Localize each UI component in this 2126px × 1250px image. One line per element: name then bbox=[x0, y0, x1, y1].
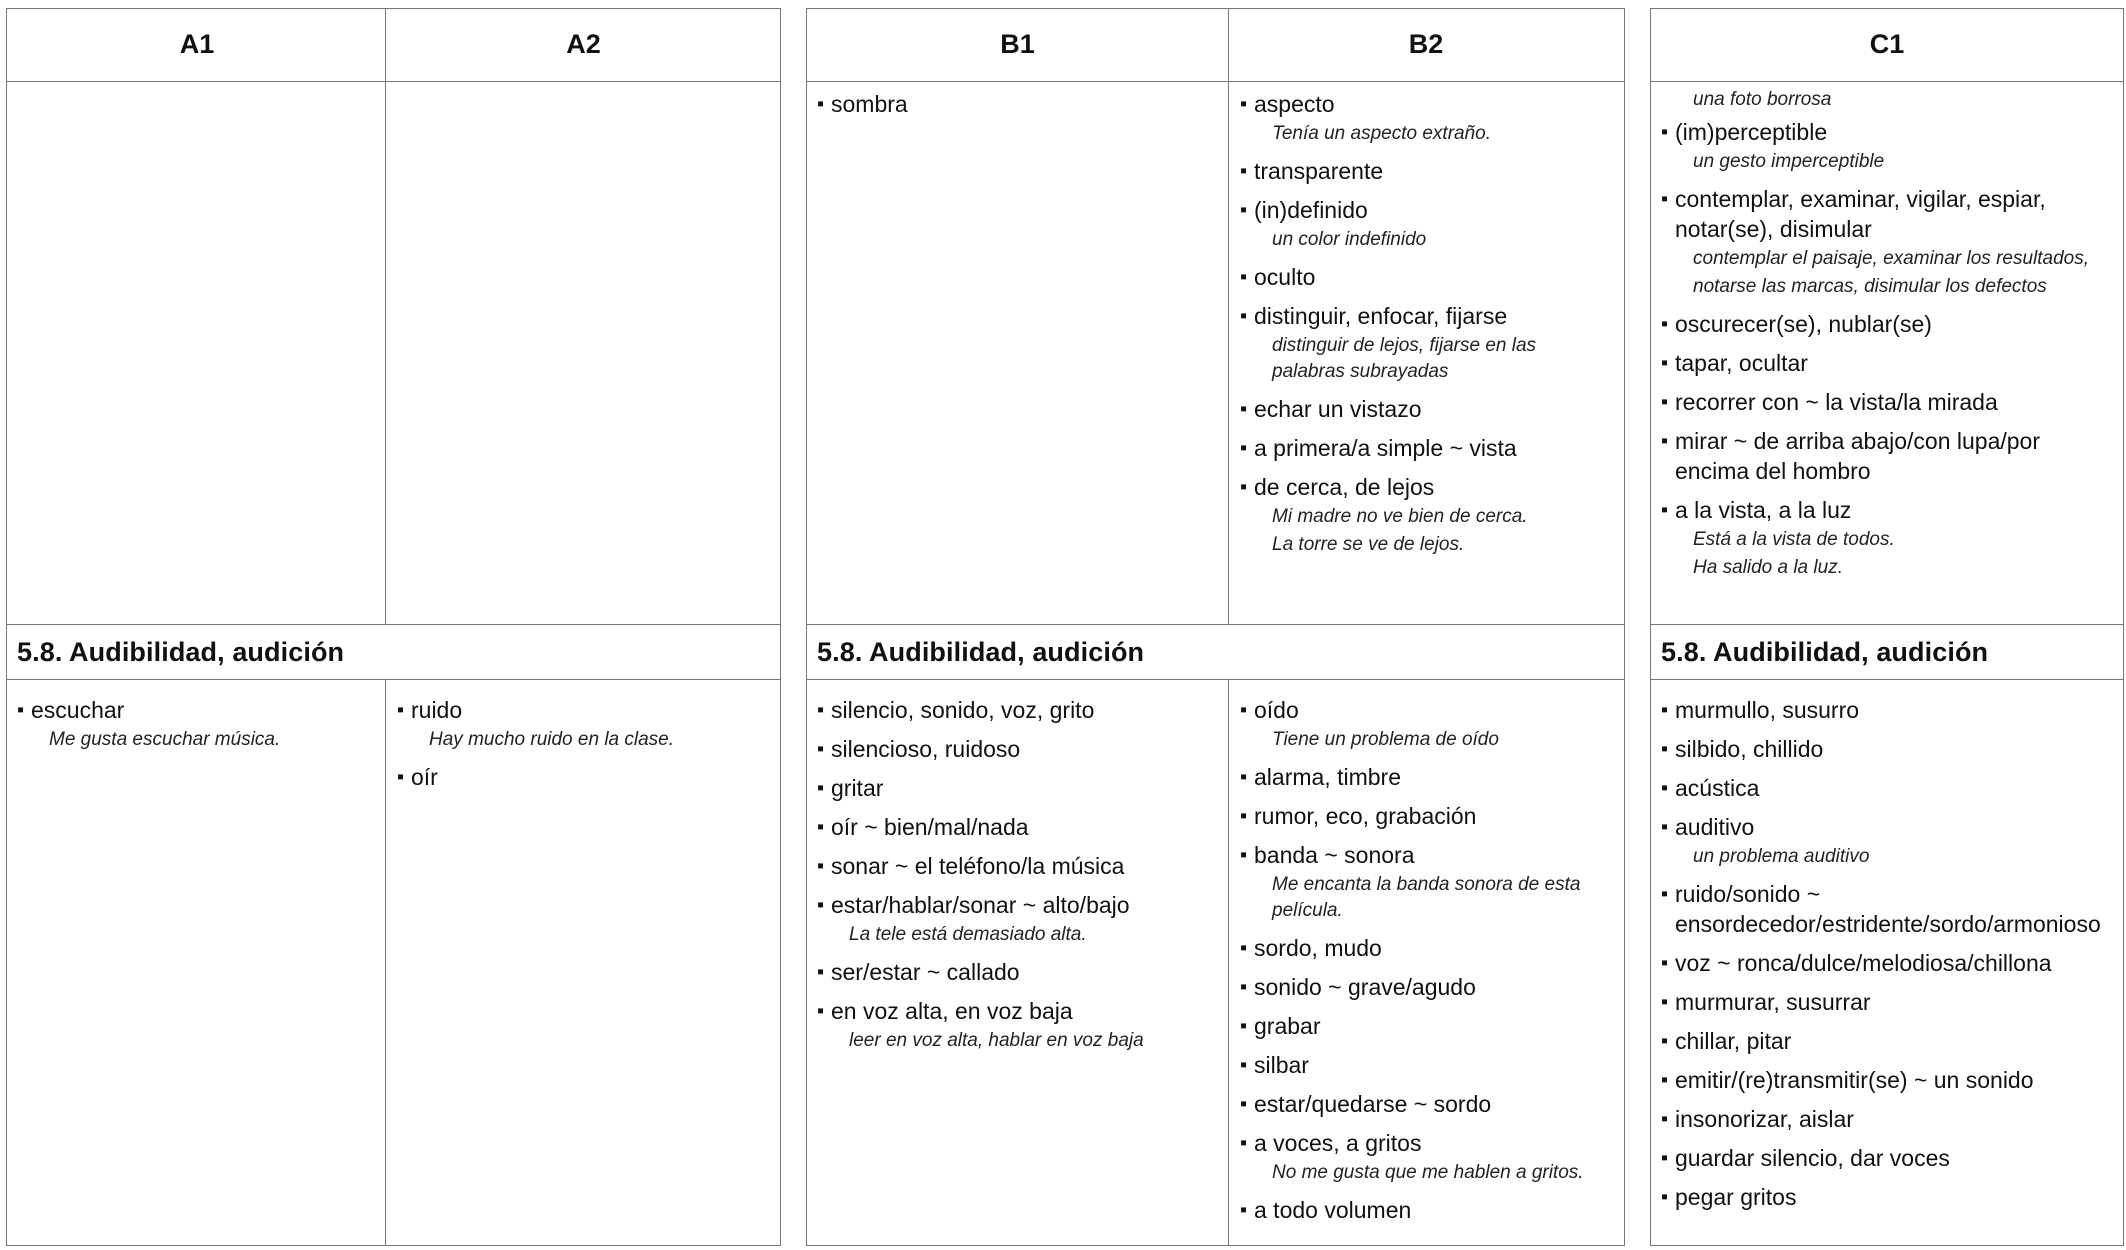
term-text: ▪ transparente bbox=[1254, 158, 1384, 184]
term-text: ▪ oído bbox=[1254, 697, 1299, 723]
panel-b bbox=[806, 8, 1625, 1246]
term-text: ▪ recorrer con ~ la vista/la mirada bbox=[1675, 389, 1998, 415]
term-text: ▪ sordo, mudo bbox=[1254, 935, 1382, 961]
list-item bbox=[817, 996, 1218, 1054]
term-text: ▪ oscurecer(se), nublar(se) bbox=[1675, 311, 1932, 337]
example-text: Tiene un problema de oído bbox=[1272, 729, 1499, 750]
list-item bbox=[1240, 1089, 1614, 1119]
divider bbox=[1651, 81, 2123, 82]
list-item bbox=[817, 734, 1218, 764]
example-text: distinguir de lejos, fijarse en las palabras subrayadas bbox=[1272, 335, 1537, 382]
divider bbox=[1228, 9, 1229, 624]
example-text: Tenía un aspecto extraño. bbox=[1272, 123, 1492, 144]
column-header-b2: B2 bbox=[1408, 28, 1444, 59]
divider bbox=[7, 81, 780, 82]
term-text: ▪ de cerca, de lejos bbox=[1254, 474, 1435, 500]
panel-a bbox=[6, 8, 781, 1246]
term-text: ▪ rumor, eco, grabación bbox=[1254, 803, 1477, 829]
list-item bbox=[1661, 387, 2113, 417]
term-text: ▪ gritar bbox=[831, 775, 884, 801]
cell-c1-top bbox=[1651, 83, 2123, 623]
list-item bbox=[1661, 348, 2113, 378]
divider bbox=[7, 679, 780, 680]
example-text: Hay mucho ruido en la clase. bbox=[429, 729, 675, 750]
panel-c bbox=[1650, 8, 2124, 1246]
term-text: ▪ oír bbox=[411, 764, 438, 790]
list-item bbox=[1240, 262, 1614, 292]
list-item bbox=[817, 957, 1218, 987]
list-item bbox=[1240, 695, 1614, 753]
term-text: ▪ banda ~ sonora bbox=[1254, 842, 1415, 868]
column-header-b1: B1 bbox=[1000, 28, 1035, 59]
column-header-a1: A1 bbox=[179, 28, 215, 59]
list-item bbox=[1661, 879, 2113, 939]
section-title-a: 5.8. Audibilidad, audición bbox=[17, 637, 345, 667]
list-item bbox=[1240, 1195, 1614, 1225]
example-text: Está a la vista de todos. bbox=[1693, 529, 1895, 550]
list-item bbox=[817, 812, 1218, 842]
term-text: ▪ (in)definido bbox=[1254, 197, 1368, 223]
section-title-b: 5.8. Audibilidad, audición bbox=[817, 637, 1145, 667]
list-item bbox=[1661, 426, 2113, 486]
example-text: un color indefinido bbox=[1272, 229, 1427, 250]
cell-b1-bottom bbox=[807, 689, 1228, 1239]
list-item bbox=[817, 851, 1218, 881]
list-item bbox=[1661, 1065, 2113, 1095]
list-item bbox=[1240, 762, 1614, 792]
list-item bbox=[1240, 1011, 1614, 1041]
list-item bbox=[1661, 773, 2113, 803]
list-item bbox=[397, 762, 770, 792]
term-text: ▪ alarma, timbre bbox=[1254, 764, 1401, 790]
list-item bbox=[1240, 433, 1614, 463]
term-text: ▪ estar/quedarse ~ sordo bbox=[1254, 1091, 1492, 1117]
list-item bbox=[1661, 1143, 2113, 1173]
list-item bbox=[1240, 933, 1614, 963]
term-text: ▪ ruido bbox=[411, 697, 463, 723]
term-text: ▪ (im)perceptible bbox=[1675, 119, 1828, 145]
list-item bbox=[1661, 309, 2113, 339]
term-text: ▪ sonido ~ grave/agudo bbox=[1254, 974, 1476, 1000]
term-list bbox=[1661, 117, 2113, 581]
list-item bbox=[1661, 1026, 2113, 1056]
divider bbox=[1228, 679, 1229, 1245]
example-text: La torre se ve de lejos. bbox=[1272, 534, 1465, 555]
example-text: Mi madre no ve bien de cerca. bbox=[1272, 506, 1528, 527]
list-item bbox=[1240, 156, 1614, 186]
section-title-c: 5.8. Audibilidad, audición bbox=[1661, 637, 1989, 667]
example-text: Ha salido a la luz. bbox=[1693, 557, 1843, 578]
divider bbox=[807, 81, 1624, 82]
column-header-c1: C1 bbox=[1869, 28, 1905, 59]
example-text: un gesto imperceptible bbox=[1693, 151, 1885, 172]
term-text: ▪ voz ~ ronca/dulce/melodiosa/chillona bbox=[1675, 950, 2052, 976]
term-text: ▪ ser/estar ~ callado bbox=[831, 959, 1020, 985]
cell-b1-top bbox=[807, 83, 1228, 623]
term-text: ▪ estar/hablar/sonar ~ alto/bajo bbox=[831, 892, 1130, 918]
term-text: ▪ guardar silencio, dar voces bbox=[1675, 1145, 1950, 1171]
term-text: ▪ ruido/sonido ~ ensordecedor/estridente/sordo/armonioso bbox=[1675, 881, 2101, 937]
example-text: Me encanta la banda sonora de esta película. bbox=[1272, 874, 1581, 921]
list-item bbox=[1240, 972, 1614, 1002]
term-text: ▪ silencio, sonido, voz, grito bbox=[831, 697, 1095, 723]
term-text: ▪ oír ~ bien/mal/nada bbox=[831, 814, 1029, 840]
term-text: ▪ a voces, a gritos bbox=[1254, 1130, 1422, 1156]
term-text: ▪ sombra bbox=[831, 91, 908, 117]
cell-b2-top bbox=[1230, 83, 1624, 623]
term-text: ▪ tapar, ocultar bbox=[1675, 350, 1808, 376]
term-text: ▪ grabar bbox=[1254, 1013, 1321, 1039]
term-text: ▪ en voz alta, en voz baja bbox=[831, 998, 1073, 1024]
term-text: ▪ aspecto bbox=[1254, 91, 1335, 117]
list-item bbox=[817, 89, 1218, 119]
term-text: ▪ oculto bbox=[1254, 264, 1316, 290]
list-item bbox=[817, 773, 1218, 803]
term-text: ▪ murmullo, susurro bbox=[1675, 697, 1860, 723]
term-text: ▪ emitir/(re)transmitir(se) ~ un sonido bbox=[1675, 1067, 2034, 1093]
list-item bbox=[1240, 472, 1614, 558]
list-item bbox=[1240, 195, 1614, 253]
list-item bbox=[1661, 495, 2113, 581]
term-text: ▪ silencioso, ruidoso bbox=[831, 736, 1021, 762]
term-text: ▪ contemplar, examinar, vigilar, espiar, notar(se), disimular bbox=[1675, 186, 2046, 242]
list-item bbox=[1661, 1182, 2113, 1212]
cell-c1-bottom bbox=[1651, 689, 2123, 1245]
term-text: ▪ mirar ~ de arriba abajo/con lupa/por encima del hombro bbox=[1675, 428, 2041, 484]
list-item bbox=[1240, 1050, 1614, 1080]
list-item bbox=[1661, 184, 2113, 300]
list-item bbox=[17, 695, 375, 753]
list-item bbox=[817, 695, 1218, 725]
example-text: La tele está demasiado alta. bbox=[849, 924, 1087, 945]
term-text: ▪ chillar, pitar bbox=[1675, 1028, 1792, 1054]
term-text: ▪ insonorizar, aislar bbox=[1675, 1106, 1854, 1132]
list-item bbox=[1240, 301, 1614, 385]
column-header-a2: A2 bbox=[566, 28, 601, 59]
term-text: ▪ silbido, chillido bbox=[1675, 736, 1824, 762]
example-text: Me gusta escuchar música. bbox=[49, 729, 281, 750]
term-text: ▪ pegar gritos bbox=[1675, 1184, 1797, 1210]
example-text: contemplar el paisaje, examinar los resultados, bbox=[1693, 248, 2090, 269]
example-text: notarse las marcas, disimular los defectos bbox=[1693, 276, 2047, 297]
list-item bbox=[1661, 812, 2113, 870]
divider bbox=[385, 9, 386, 624]
divider bbox=[1651, 679, 2123, 680]
list-item bbox=[1661, 734, 2113, 764]
example-text: un problema auditivo bbox=[1693, 846, 1870, 867]
divider bbox=[807, 624, 1624, 625]
term-text: ▪ escuchar bbox=[31, 697, 125, 723]
divider bbox=[807, 679, 1624, 680]
list-item bbox=[1240, 801, 1614, 831]
term-text: ▪ distinguir, enfocar, fijarse bbox=[1254, 303, 1508, 329]
cell-a2-bottom bbox=[387, 689, 780, 1239]
list-item bbox=[1240, 394, 1614, 424]
list-item bbox=[1661, 695, 2113, 725]
term-text: ▪ a primera/a simple ~ vista bbox=[1254, 435, 1517, 461]
term-text: ▪ silbar bbox=[1254, 1052, 1309, 1078]
term-text: ▪ echar un vistazo bbox=[1254, 396, 1422, 422]
example-text: leer en voz alta, hablar en voz baja bbox=[849, 1030, 1144, 1051]
term-text: ▪ murmurar, susurrar bbox=[1675, 989, 1871, 1015]
divider bbox=[7, 624, 780, 625]
list-item bbox=[817, 890, 1218, 948]
list-item bbox=[1661, 987, 2113, 1017]
term-text: ▪ auditivo bbox=[1675, 814, 1755, 840]
list-item bbox=[1240, 89, 1614, 147]
term-text: ▪ a la vista, a la luz bbox=[1675, 497, 1852, 523]
list-item bbox=[1240, 840, 1614, 924]
list-item bbox=[1661, 1104, 2113, 1134]
term-text: ▪ sonar ~ el teléfono/la música bbox=[831, 853, 1125, 879]
divider bbox=[385, 679, 386, 1245]
example-text: una foto borrosa bbox=[1693, 89, 1832, 110]
list-item bbox=[1240, 1128, 1614, 1186]
term-text: ▪ a todo volumen bbox=[1254, 1197, 1412, 1223]
list-item bbox=[1661, 948, 2113, 978]
cell-a2-top bbox=[387, 83, 780, 623]
cell-b2-bottom bbox=[1230, 689, 1624, 1245]
example-text: No me gusta que me hablen a gritos. bbox=[1272, 1162, 1584, 1183]
term-text: ▪ acústica bbox=[1675, 775, 1760, 801]
list-item bbox=[1661, 117, 2113, 175]
list-item bbox=[397, 695, 770, 753]
cell-a1-top bbox=[7, 83, 385, 623]
cell-a1-bottom bbox=[7, 689, 385, 1239]
divider bbox=[1651, 624, 2123, 625]
